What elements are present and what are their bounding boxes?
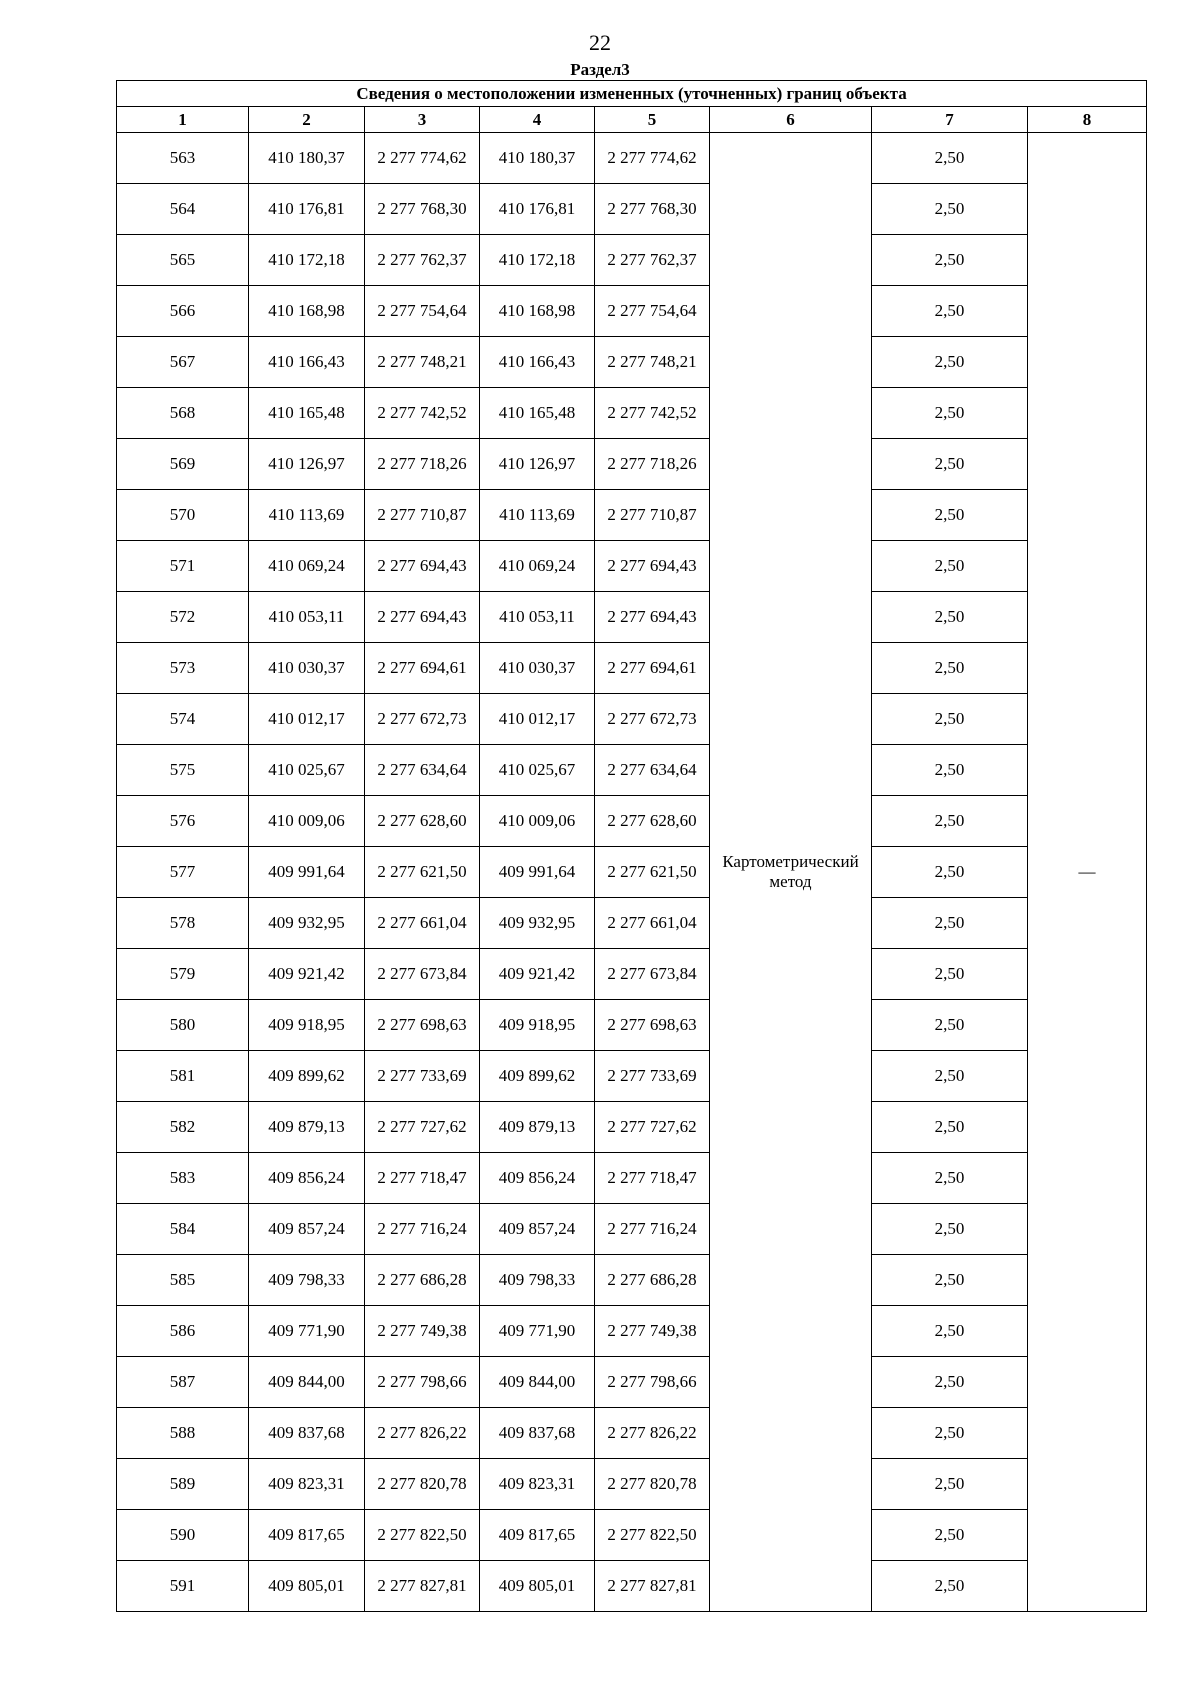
y-new-cell: 2 277 727,62 bbox=[595, 1102, 710, 1153]
x-new-cell: 410 009,06 bbox=[480, 796, 595, 847]
point-number-cell: 589 bbox=[117, 1459, 249, 1510]
y-new-cell: 2 277 621,50 bbox=[595, 847, 710, 898]
x-new-cell: 409 921,42 bbox=[480, 949, 595, 1000]
point-number-cell: 590 bbox=[117, 1510, 249, 1561]
y-existing-cell: 2 277 768,30 bbox=[365, 184, 480, 235]
y-existing-cell: 2 277 661,04 bbox=[365, 898, 480, 949]
y-existing-cell: 2 277 628,60 bbox=[365, 796, 480, 847]
y-new-cell: 2 277 774,62 bbox=[595, 133, 710, 184]
table-header-row bbox=[117, 107, 1147, 133]
x-new-cell: 410 025,67 bbox=[480, 745, 595, 796]
accuracy-cell: 2,50 bbox=[872, 949, 1028, 1000]
accuracy-cell: 2,50 bbox=[872, 1204, 1028, 1255]
x-new-cell: 409 798,33 bbox=[480, 1255, 595, 1306]
x-existing-cell: 410 009,06 bbox=[249, 796, 365, 847]
y-new-cell: 2 277 827,81 bbox=[595, 1561, 710, 1612]
accuracy-cell: 2,50 bbox=[872, 745, 1028, 796]
x-new-cell: 410 069,24 bbox=[480, 541, 595, 592]
x-existing-cell: 410 168,98 bbox=[249, 286, 365, 337]
x-new-cell: 409 823,31 bbox=[480, 1459, 595, 1510]
x-existing-cell: 410 030,37 bbox=[249, 643, 365, 694]
section-title: Раздел3 bbox=[570, 60, 630, 79]
y-existing-cell: 2 277 694,61 bbox=[365, 643, 480, 694]
x-new-cell: 409 805,01 bbox=[480, 1561, 595, 1612]
table-row bbox=[117, 286, 1147, 337]
point-number-cell: 577 bbox=[117, 847, 249, 898]
y-new-cell: 2 277 698,63 bbox=[595, 1000, 710, 1051]
y-existing-cell: 2 277 733,69 bbox=[365, 1051, 480, 1102]
x-new-cell: 409 837,68 bbox=[480, 1408, 595, 1459]
y-existing-cell: 2 277 742,52 bbox=[365, 388, 480, 439]
table-row bbox=[117, 388, 1147, 439]
y-new-cell: 2 277 694,61 bbox=[595, 643, 710, 694]
accuracy-cell: 2,50 bbox=[872, 1561, 1028, 1612]
y-existing-cell: 2 277 694,43 bbox=[365, 592, 480, 643]
x-new-cell: 410 113,69 bbox=[480, 490, 595, 541]
x-existing-cell: 410 165,48 bbox=[249, 388, 365, 439]
x-new-cell: 409 817,65 bbox=[480, 1510, 595, 1561]
point-number-cell: 580 bbox=[117, 1000, 249, 1051]
table-row bbox=[117, 1408, 1147, 1459]
table-row bbox=[117, 1051, 1147, 1102]
y-existing-cell: 2 277 621,50 bbox=[365, 847, 480, 898]
table-row bbox=[117, 1459, 1147, 1510]
accuracy-cell: 2,50 bbox=[872, 541, 1028, 592]
y-new-cell: 2 277 718,47 bbox=[595, 1153, 710, 1204]
x-existing-cell: 410 126,97 bbox=[249, 439, 365, 490]
point-number-cell: 585 bbox=[117, 1255, 249, 1306]
x-new-cell: 410 030,37 bbox=[480, 643, 595, 694]
x-new-cell: 410 176,81 bbox=[480, 184, 595, 235]
y-existing-cell: 2 277 634,64 bbox=[365, 745, 480, 796]
point-number-cell: 588 bbox=[117, 1408, 249, 1459]
y-new-cell: 2 277 628,60 bbox=[595, 796, 710, 847]
x-existing-cell: 409 844,00 bbox=[249, 1357, 365, 1408]
x-new-cell: 410 012,17 bbox=[480, 694, 595, 745]
accuracy-cell: 2,50 bbox=[872, 133, 1028, 184]
point-number-cell: 575 bbox=[117, 745, 249, 796]
x-new-cell: 410 172,18 bbox=[480, 235, 595, 286]
x-existing-cell: 409 921,42 bbox=[249, 949, 365, 1000]
y-existing-cell: 2 277 718,47 bbox=[365, 1153, 480, 1204]
y-new-cell: 2 277 754,64 bbox=[595, 286, 710, 337]
point-number-cell: 567 bbox=[117, 337, 249, 388]
point-number-cell: 565 bbox=[117, 235, 249, 286]
y-new-cell: 2 277 718,26 bbox=[595, 439, 710, 490]
y-existing-cell: 2 277 673,84 bbox=[365, 949, 480, 1000]
point-number-cell: 579 bbox=[117, 949, 249, 1000]
x-existing-cell: 409 771,90 bbox=[249, 1306, 365, 1357]
table-row bbox=[117, 1561, 1147, 1612]
x-existing-cell: 409 899,62 bbox=[249, 1051, 365, 1102]
accuracy-cell: 2,50 bbox=[872, 1306, 1028, 1357]
accuracy-cell: 2,50 bbox=[872, 388, 1028, 439]
point-number-cell: 568 bbox=[117, 388, 249, 439]
y-new-cell: 2 277 742,52 bbox=[595, 388, 710, 439]
column-header-6: 6 bbox=[710, 107, 872, 133]
table-row bbox=[117, 898, 1147, 949]
accuracy-cell: 2,50 bbox=[872, 694, 1028, 745]
y-existing-cell: 2 277 716,24 bbox=[365, 1204, 480, 1255]
y-existing-cell: 2 277 820,78 bbox=[365, 1459, 480, 1510]
y-new-cell: 2 277 694,43 bbox=[595, 592, 710, 643]
x-existing-cell: 410 180,37 bbox=[249, 133, 365, 184]
point-number-cell: 587 bbox=[117, 1357, 249, 1408]
accuracy-cell: 2,50 bbox=[872, 337, 1028, 388]
table-row bbox=[117, 1306, 1147, 1357]
point-number-cell: 586 bbox=[117, 1306, 249, 1357]
table-row bbox=[117, 949, 1147, 1000]
accuracy-cell: 2,50 bbox=[872, 1102, 1028, 1153]
x-existing-cell: 409 991,64 bbox=[249, 847, 365, 898]
accuracy-cell: 2,50 bbox=[872, 184, 1028, 235]
y-new-cell: 2 277 768,30 bbox=[595, 184, 710, 235]
accuracy-cell: 2,50 bbox=[872, 796, 1028, 847]
point-number-cell: 582 bbox=[117, 1102, 249, 1153]
column-header-4: 4 bbox=[480, 107, 595, 133]
accuracy-cell: 2,50 bbox=[872, 235, 1028, 286]
x-existing-cell: 409 823,31 bbox=[249, 1459, 365, 1510]
point-number-cell: 564 bbox=[117, 184, 249, 235]
x-new-cell: 409 932,95 bbox=[480, 898, 595, 949]
x-existing-cell: 410 172,18 bbox=[249, 235, 365, 286]
point-number-cell: 583 bbox=[117, 1153, 249, 1204]
y-new-cell: 2 277 716,24 bbox=[595, 1204, 710, 1255]
table-row bbox=[117, 337, 1147, 388]
table-row bbox=[117, 1255, 1147, 1306]
accuracy-cell: 2,50 bbox=[872, 1459, 1028, 1510]
accuracy-cell: 2,50 bbox=[872, 1357, 1028, 1408]
point-number-cell: 574 bbox=[117, 694, 249, 745]
point-number-cell: 570 bbox=[117, 490, 249, 541]
x-new-cell: 409 918,95 bbox=[480, 1000, 595, 1051]
table-row bbox=[117, 439, 1147, 490]
accuracy-cell: 2,50 bbox=[872, 592, 1028, 643]
point-number-cell: 573 bbox=[117, 643, 249, 694]
x-new-cell: 410 180,37 bbox=[480, 133, 595, 184]
y-new-cell: 2 277 673,84 bbox=[595, 949, 710, 1000]
method-cell: Картометрический метод bbox=[710, 133, 872, 1612]
x-existing-cell: 409 918,95 bbox=[249, 1000, 365, 1051]
y-existing-cell: 2 277 754,64 bbox=[365, 286, 480, 337]
x-existing-cell: 410 069,24 bbox=[249, 541, 365, 592]
y-existing-cell: 2 277 718,26 bbox=[365, 439, 480, 490]
point-number-cell: 578 bbox=[117, 898, 249, 949]
x-existing-cell: 409 817,65 bbox=[249, 1510, 365, 1561]
table-caption: Сведения о местоположении измененных (уточненных) границ объекта bbox=[117, 81, 1147, 107]
table-row bbox=[117, 1153, 1147, 1204]
y-existing-cell: 2 277 762,37 bbox=[365, 235, 480, 286]
x-existing-cell: 409 798,33 bbox=[249, 1255, 365, 1306]
accuracy-cell: 2,50 bbox=[872, 1153, 1028, 1204]
y-existing-cell: 2 277 672,73 bbox=[365, 694, 480, 745]
table-row bbox=[117, 745, 1147, 796]
x-new-cell: 409 856,24 bbox=[480, 1153, 595, 1204]
x-new-cell: 409 879,13 bbox=[480, 1102, 595, 1153]
x-existing-cell: 410 166,43 bbox=[249, 337, 365, 388]
coordinates-table bbox=[116, 80, 1147, 1612]
accuracy-cell: 2,50 bbox=[872, 1510, 1028, 1561]
table-row bbox=[117, 1357, 1147, 1408]
y-new-cell: 2 277 748,21 bbox=[595, 337, 710, 388]
point-number-cell: 584 bbox=[117, 1204, 249, 1255]
table-row bbox=[117, 592, 1147, 643]
x-new-cell: 410 053,11 bbox=[480, 592, 595, 643]
accuracy-cell: 2,50 bbox=[872, 898, 1028, 949]
page-number: 22 bbox=[589, 30, 611, 55]
table-row bbox=[117, 184, 1147, 235]
table-row bbox=[117, 1510, 1147, 1561]
point-number-cell: 566 bbox=[117, 286, 249, 337]
y-new-cell: 2 277 749,38 bbox=[595, 1306, 710, 1357]
x-new-cell: 409 857,24 bbox=[480, 1204, 595, 1255]
y-new-cell: 2 277 820,78 bbox=[595, 1459, 710, 1510]
accuracy-cell: 2,50 bbox=[872, 1255, 1028, 1306]
table-row bbox=[117, 133, 1147, 184]
y-existing-cell: 2 277 748,21 bbox=[365, 337, 480, 388]
x-existing-cell: 409 932,95 bbox=[249, 898, 365, 949]
x-existing-cell: 410 025,67 bbox=[249, 745, 365, 796]
accuracy-cell: 2,50 bbox=[872, 847, 1028, 898]
accuracy-cell: 2,50 bbox=[872, 1051, 1028, 1102]
table-row bbox=[117, 235, 1147, 286]
note-cell: — bbox=[1028, 133, 1147, 1612]
table-row bbox=[117, 541, 1147, 592]
y-new-cell: 2 277 710,87 bbox=[595, 490, 710, 541]
y-new-cell: 2 277 798,66 bbox=[595, 1357, 710, 1408]
column-header-2: 2 bbox=[249, 107, 365, 133]
y-new-cell: 2 277 661,04 bbox=[595, 898, 710, 949]
column-header-1: 1 bbox=[117, 107, 249, 133]
accuracy-cell: 2,50 bbox=[872, 490, 1028, 541]
y-existing-cell: 2 277 826,22 bbox=[365, 1408, 480, 1459]
y-existing-cell: 2 277 698,63 bbox=[365, 1000, 480, 1051]
table-row bbox=[117, 847, 1147, 898]
table-row bbox=[117, 694, 1147, 745]
point-number-cell: 571 bbox=[117, 541, 249, 592]
x-existing-cell: 410 113,69 bbox=[249, 490, 365, 541]
table-row bbox=[117, 643, 1147, 694]
accuracy-cell: 2,50 bbox=[872, 643, 1028, 694]
point-number-cell: 572 bbox=[117, 592, 249, 643]
x-existing-cell: 409 805,01 bbox=[249, 1561, 365, 1612]
y-existing-cell: 2 277 774,62 bbox=[365, 133, 480, 184]
x-new-cell: 410 165,48 bbox=[480, 388, 595, 439]
x-existing-cell: 409 857,24 bbox=[249, 1204, 365, 1255]
table-row bbox=[117, 1204, 1147, 1255]
x-new-cell: 410 126,97 bbox=[480, 439, 595, 490]
point-number-cell: 581 bbox=[117, 1051, 249, 1102]
table-body bbox=[117, 133, 1147, 1612]
y-new-cell: 2 277 762,37 bbox=[595, 235, 710, 286]
table-row bbox=[117, 796, 1147, 847]
x-existing-cell: 410 012,17 bbox=[249, 694, 365, 745]
y-existing-cell: 2 277 827,81 bbox=[365, 1561, 480, 1612]
x-new-cell: 409 844,00 bbox=[480, 1357, 595, 1408]
x-existing-cell: 410 053,11 bbox=[249, 592, 365, 643]
y-existing-cell: 2 277 694,43 bbox=[365, 541, 480, 592]
x-existing-cell: 410 176,81 bbox=[249, 184, 365, 235]
y-new-cell: 2 277 686,28 bbox=[595, 1255, 710, 1306]
y-new-cell: 2 277 634,64 bbox=[595, 745, 710, 796]
table-row bbox=[117, 490, 1147, 541]
y-existing-cell: 2 277 822,50 bbox=[365, 1510, 480, 1561]
column-header-3: 3 bbox=[365, 107, 480, 133]
column-header-7: 7 bbox=[872, 107, 1028, 133]
y-new-cell: 2 277 733,69 bbox=[595, 1051, 710, 1102]
x-existing-cell: 409 856,24 bbox=[249, 1153, 365, 1204]
x-new-cell: 410 168,98 bbox=[480, 286, 595, 337]
column-header-5: 5 bbox=[595, 107, 710, 133]
y-existing-cell: 2 277 749,38 bbox=[365, 1306, 480, 1357]
y-existing-cell: 2 277 727,62 bbox=[365, 1102, 480, 1153]
y-new-cell: 2 277 694,43 bbox=[595, 541, 710, 592]
point-number-cell: 591 bbox=[117, 1561, 249, 1612]
y-existing-cell: 2 277 686,28 bbox=[365, 1255, 480, 1306]
x-new-cell: 409 899,62 bbox=[480, 1051, 595, 1102]
point-number-cell: 569 bbox=[117, 439, 249, 490]
table-row bbox=[117, 1000, 1147, 1051]
x-new-cell: 409 991,64 bbox=[480, 847, 595, 898]
accuracy-cell: 2,50 bbox=[872, 1408, 1028, 1459]
y-existing-cell: 2 277 710,87 bbox=[365, 490, 480, 541]
y-new-cell: 2 277 672,73 bbox=[595, 694, 710, 745]
y-new-cell: 2 277 826,22 bbox=[595, 1408, 710, 1459]
accuracy-cell: 2,50 bbox=[872, 286, 1028, 337]
x-existing-cell: 409 837,68 bbox=[249, 1408, 365, 1459]
y-new-cell: 2 277 822,50 bbox=[595, 1510, 710, 1561]
table-row bbox=[117, 1102, 1147, 1153]
accuracy-cell: 2,50 bbox=[872, 439, 1028, 490]
column-header-8: 8 bbox=[1028, 107, 1147, 133]
y-existing-cell: 2 277 798,66 bbox=[365, 1357, 480, 1408]
point-number-cell: 563 bbox=[117, 133, 249, 184]
point-number-cell: 576 bbox=[117, 796, 249, 847]
x-existing-cell: 409 879,13 bbox=[249, 1102, 365, 1153]
x-new-cell: 410 166,43 bbox=[480, 337, 595, 388]
x-new-cell: 409 771,90 bbox=[480, 1306, 595, 1357]
accuracy-cell: 2,50 bbox=[872, 1000, 1028, 1051]
